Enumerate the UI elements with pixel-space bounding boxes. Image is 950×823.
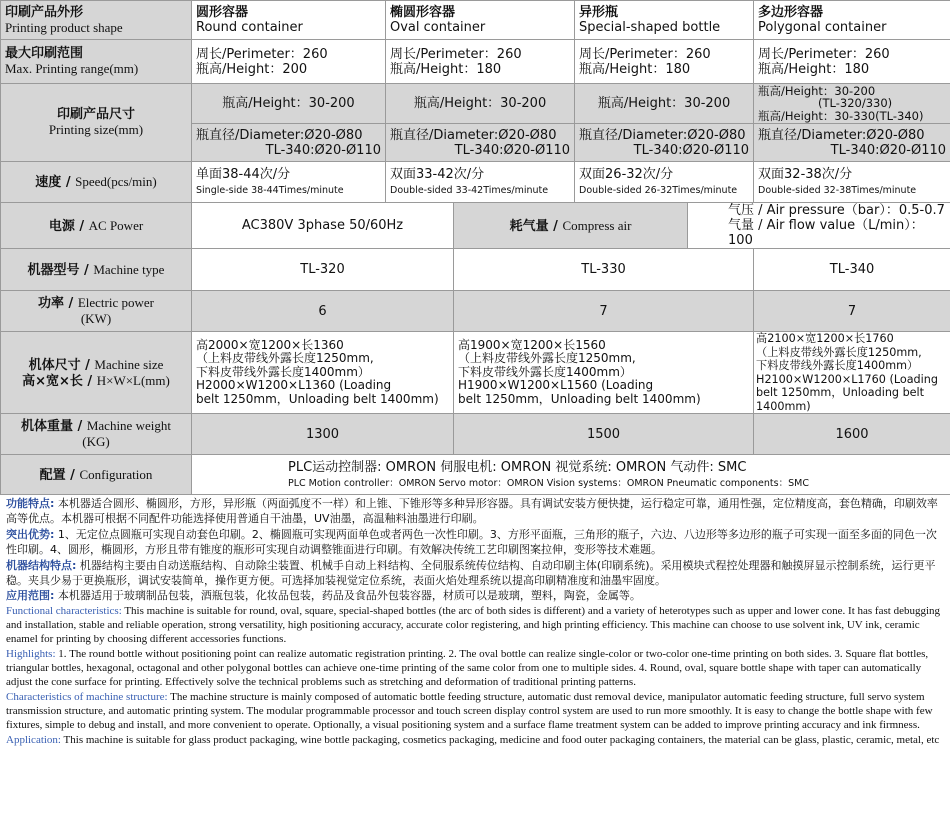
diameter-special: 瓶直径/Diameter:Ø20-Ø80 TL-340:Ø20-Ø110 — [575, 124, 754, 162]
machine-type-label: 机器型号 / Machine type — [1, 249, 192, 291]
en-functional: Functional characteristics: This machine is suitable for round, oval, square, special-shaped bottles (the arc of both sides is different) and a variety of heterotypes such as upper and lower cone. It has fast debugging and installation, stable and reliable operation, strong versatility, high positioning accuracy, accurate color registering, and high printing efficiency. This machine can choose to use solvent ink, UV ink, ceramic enamel for printing by choosing different accessories functions. — [6, 604, 941, 646]
print-size-height-row — [1, 84, 950, 124]
shape-label: 印刷产品外形 Printing product shape — [1, 1, 192, 40]
machine-size-row — [1, 332, 950, 414]
zh-structure: 机器结构特点: 机器结构主要由自动送瓶结构、自动除尘装置、机械手自动上料结构、全伺服系统传位结构、自动印刷主体(印刷系统)。采用模块式程控处理器和触摸屏显示控制系统，运行更平稳。夹具少易于更换瓶形，调试安装简单，操作更方便。可选择加装视觉定位系统，表面火焰处理系统以提高印刷精准度和油墨牢固度。 — [6, 558, 936, 588]
weight-label: 机体重量 / Machine weight (KG) — [1, 414, 192, 455]
power-label: 电源 / AC Power — [1, 203, 192, 249]
type-tl340: TL-340 — [754, 249, 950, 291]
power-value: AC380V 3phase 50/60Hz — [192, 203, 454, 249]
speed-round: 单面38-44次/分 Single-side 38-44Times/minute — [192, 162, 386, 203]
config-row — [1, 455, 950, 495]
type-tl320: TL-320 — [192, 249, 454, 291]
size-tl330: 高1900×宽1200×长1560 （上料皮带线外露长度1250mm, 下料皮带线外露长度1400mm） H1900×W1200×L1560 (Loading belt 1250mm，Unloading belt 1400mm) — [454, 332, 754, 414]
speed-oval: 双面33-42次/分 Double-sided 33-42Times/minute — [386, 162, 575, 203]
machine-type-row — [1, 249, 950, 291]
weight-row — [1, 414, 950, 455]
col-polygonal: 多边形容器 Polygonal container — [754, 1, 950, 40]
height-oval: 瓶高/Height：30-200 — [386, 84, 575, 124]
print-size-label: 印刷产品尺寸 Printing size(mm) — [1, 84, 192, 162]
max-range-row — [1, 40, 950, 84]
weight-tl320: 1300 — [192, 414, 454, 455]
en-structure: Characteristics of machine structure: The machine structure is mainly composed of automatic bottle feeding structure, automatic dust removal device, manipulator automatic feeding structure, full servo system transmission structure, and automatic printing system. The modular programmable processor and touch screen display control system are used to run more smoothly. It is easy to change the bottle shape with few fixtures, simple to debug and install, and more convenient to operate. Optionally, a visual positioning system and a surface flame treatment system can be added to improve printing accuracy and ink firmness. — [6, 690, 933, 732]
air-value: 气压 / Air pressure（bar）：0.5-0.7 气量 / Air flow value（L/min）：100 — [688, 203, 950, 249]
header-row — [1, 1, 950, 40]
zh-functional: 功能特点: 本机器适合圆形、椭圆形，方形，异形瓶（两面弧度不一样）和上锥、下锥形等多种异形容器。具有调试安装方便快捷，运行稳定可靠，通用性强，定位精度高，套色精确，印刷效率高等优点。本机器可根据不同配件功能选择使用普通自干油墨，UV油墨，高温釉料油墨进行印刷。 — [6, 497, 938, 526]
weight-tl340: 1600 — [754, 414, 950, 455]
max-range-special: 周长/Perimeter：260 瓶高/Height：180 — [575, 40, 754, 84]
air-label: 耗气量 / Compress air — [454, 203, 688, 249]
size-tl340: 高2100×宽1200×长1760 （上料皮带线外露长度1250mm, 下料皮带线外露长度1400mm） H2100×W1200×L1760 (Loading belt 1250mm，Unloading belt 1400mm) — [754, 332, 950, 414]
type-tl330: TL-330 — [454, 249, 754, 291]
max-range-label: 最大印刷范围 Max. Printing range(mm) — [1, 40, 192, 84]
config-value: PLC运动控制器: OMRON 伺服电机: OMRON 视觉系统: OMRON 气动件: SMC PLC Motion controller：OMRON Servo motor：OMRON Vision systems：OMRON Pneumatic components：SMC — [192, 455, 950, 495]
machine-size-label: 机体尺寸 / Machine size 高×宽×长 / H×W×L(mm) — [1, 332, 192, 414]
electric-row — [1, 291, 950, 332]
en-highlights: Highlights: 1. The round bottle without positioning point can realize automatic registration printing. 2. The oval bottle can realize single-color or two-color one-time printing on both sides. 3. Square flat bottles, triangular bottles, hexagonal, octagonal and other polygonal bottles can achieve one-time printing of the same color from one to multiple sides. 4. Round, oval, square bottle shape with taper can automatically adjust the cone surface for printing. Effectively solve the technical problems such as stretching and deformation of traditional printing patterns. — [6, 647, 929, 689]
diameter-round: 瓶直径/Diameter:Ø20-Ø80 TL-340:Ø20-Ø110 — [192, 124, 386, 162]
config-label: 配置 / Configuration — [1, 455, 192, 495]
description — [6, 496, 944, 747]
max-range-oval: 周长/Perimeter：260 瓶高/Height：180 — [386, 40, 575, 84]
zh-highlights: 突出优势: 1、无定位点圆瓶可实现自动套色印刷。2、椭圆瓶可实现两面单色或者两色一次性印刷。3、方形平面瓶，三角形的瓶子，六边、八边形等多边形的瓶子可实现一面至多面的同色一次性印刷。4、圆形，椭圆形，方形且带有锥度的瓶形可实现自动调整锥面进行印刷。有效解决传统工艺印刷图案拉伸，变形等技术难题。 — [6, 527, 937, 557]
col-special: 异形瓶 Special-shaped bottle — [575, 1, 754, 40]
power-row — [1, 203, 950, 249]
diameter-polygonal: 瓶直径/Diameter:Ø20-Ø80 TL-340:Ø20-Ø110 — [754, 124, 950, 162]
diameter-oval: 瓶直径/Diameter:Ø20-Ø80 TL-340:Ø20-Ø110 — [386, 124, 575, 162]
col-oval: 椭圆形容器 Oval container — [386, 1, 575, 40]
height-polygonal: 瓶高/Height：30-200 (TL-320/330) 瓶高/Height：30-330(TL-340) — [754, 84, 950, 124]
power-tl340: 7 — [754, 291, 950, 332]
height-round: 瓶高/Height：30-200 — [192, 84, 386, 124]
speed-polygonal: 双面32-38次/分 Double-sided 32-38Times/minute — [754, 162, 950, 203]
speed-row — [1, 162, 950, 203]
en-application: Application: This machine is suitable for glass product packaging, wine bottle packaging, cosmetics packaging, medicine and food outer packaging containers, the material can be glass, plastic, ceramic, metal, etc — [6, 733, 940, 746]
col-round: 圆形容器 Round container — [192, 1, 386, 40]
electric-label: 功率 / Electric power (KW) — [1, 291, 192, 332]
max-range-round: 周长/Perimeter：260 瓶高/Height：200 — [192, 40, 386, 84]
height-special: 瓶高/Height：30-200 — [575, 84, 754, 124]
max-range-polygonal: 周长/Perimeter：260 瓶高/Height：180 — [754, 40, 950, 84]
power-tl330: 7 — [454, 291, 754, 332]
speed-special: 双面26-32次/分 Double-sided 26-32Times/minute — [575, 162, 754, 203]
speed-label: 速度 / Speed(pcs/min) — [1, 162, 192, 203]
weight-tl330: 1500 — [454, 414, 754, 455]
size-tl320: 高2000×宽1200×长1360 （上料皮带线外露长度1250mm, 下料皮带线外露长度1400mm） H2000×W1200×L1360 (Loading belt 1250mm，Unloading belt 1400mm) — [192, 332, 454, 414]
power-tl320: 6 — [192, 291, 454, 332]
zh-application: 应用范围: 本机器适用于玻璃制品包装，酒瓶包装，化妆品包装，药品及食品外包装容器，材质可以是玻璃，塑料，陶瓷，金属等。 — [6, 589, 641, 603]
